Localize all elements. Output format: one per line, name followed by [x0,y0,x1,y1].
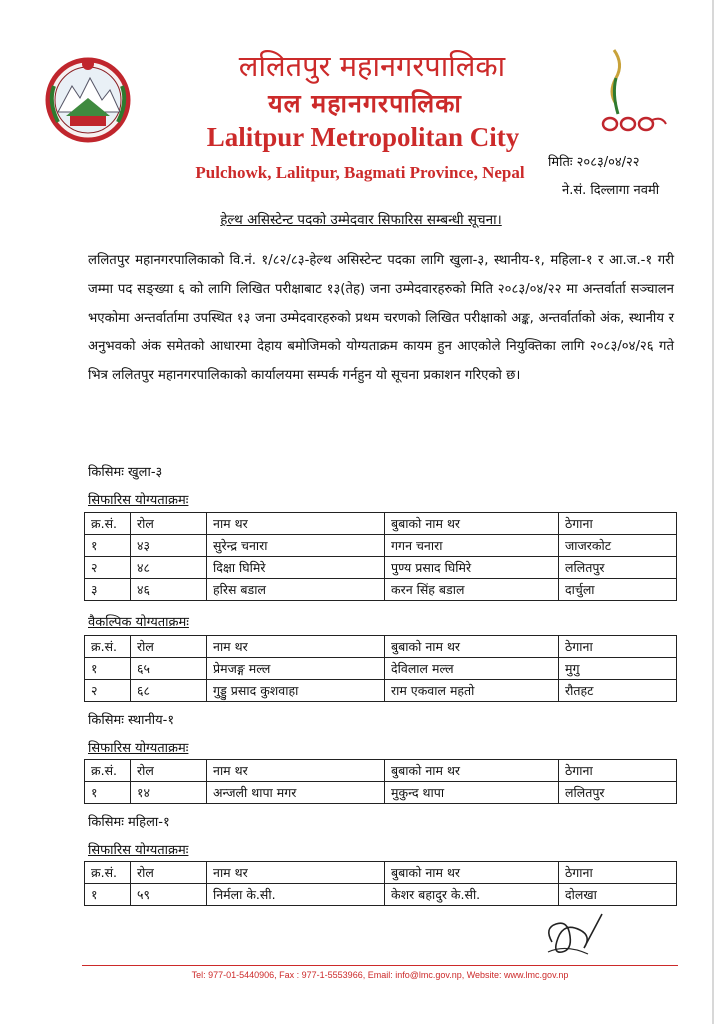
table-cell: करन सिंह बडाल [385,579,559,601]
table-cell: गगन चनारा [385,535,559,557]
table-header-row [85,760,677,782]
recommended-label-open: सिफारिस योग्यताक्रमः [88,493,189,508]
table-cell: ३ [85,579,131,601]
column-header: बुबाको नाम थर [385,636,559,658]
column-header: नाम थर [207,513,385,535]
table-row [85,557,677,579]
table-cell: ४६ [131,579,207,601]
column-header: ठेगाना [559,636,677,658]
org-name-english: Lalitpur Metropolitan City [206,122,520,152]
table-row [85,782,677,804]
nepal-government-emblem-icon [40,50,136,146]
org-name-newari: यल महानगरपालिका [268,89,462,118]
table-cell: दिक्षा घिमिरे [207,557,385,579]
column-header: नाम थर [207,760,385,782]
column-header: रोल [131,760,207,782]
column-header: क्र.सं. [85,862,131,884]
column-header: रोल [131,862,207,884]
column-header: ठेगाना [559,862,677,884]
nepal-sambat-date: ने.सं. दिल्लागा नवमी [562,183,660,198]
column-header: रोल [131,513,207,535]
table-cell: गुड्डु प्रसाद कुशवाहा [207,680,385,702]
table-cell: ५९ [131,884,207,906]
recommendation-table-open [84,512,677,601]
column-header: बुबाको नाम थर [385,862,559,884]
column-header: नाम थर [207,636,385,658]
recommendation-table-local [84,759,677,804]
column-header: ठेगाना [559,513,677,535]
org-address: Pulchowk, Lalitpur, Bagmati Province, Nepal [195,163,525,182]
table-cell: हरिस बडाल [207,579,385,601]
column-header: क्र.सं. [85,513,131,535]
column-header: नाम थर [207,862,385,884]
alternate-table-open [84,635,677,702]
footer-contact: Tel: 977-01-5440906, Fax : 977-1-5553966, Email: info@lmc.gov.np, Website: www.lmc.gov.np [191,970,569,980]
table-cell: राम एकवाल महतो [385,680,559,702]
table-cell: जाजरकोट [559,535,677,557]
org-name-nepali: ललितपुर महानगरपालिका [238,49,506,83]
notice-date: मितिः २०८३/०४/२२ [548,155,640,170]
column-header: क्र.सं. [85,760,131,782]
column-header: बुबाको नाम थर [385,513,559,535]
recommendation-table-women [84,861,677,906]
recommended-label-local: सिफारिस योग्यताक्रमः [88,741,189,756]
table-cell: १ [85,658,131,680]
metropolitan-logo-mark-icon [594,44,670,136]
table-row [85,884,677,906]
table-cell: मुकुन्द थापा [385,782,559,804]
table-cell: अन्जली थापा मगर [207,782,385,804]
table-cell: २ [85,680,131,702]
table-cell: ललितपुर [559,782,677,804]
table-cell: मुगु [559,658,677,680]
table-cell: दार्चुला [559,579,677,601]
table-cell: निर्मला के.सी. [207,884,385,906]
table-header-row [85,636,677,658]
table-cell: ४८ [131,557,207,579]
table-header-row [85,862,677,884]
table-row [85,680,677,702]
category-label-local: किसिमः स्थानीय-१ [88,713,175,728]
table-cell: १ [85,782,131,804]
column-header: क्र.सं. [85,636,131,658]
table-cell: प्रेमजङ्ग मल्ल [207,658,385,680]
table-cell: केशर बहादुर के.सी. [385,884,559,906]
category-label-open: किसिमः खुला-३ [88,465,163,480]
scan-edge [712,0,714,1024]
table-row [85,579,677,601]
notice-body: ललितपुर महानगरपालिकाको वि.नं. १/८२/८३-हेल्थ असिस्टेन्ट पदका लागि खुला-३, स्थानीय-१, महिला-१ र आ.ज.-१ गरी जम्मा पद सङ्ख्या ६ को लागि लिखित परीक्षाबाट १३(तेह) जना उम्मेदवारहरुको मिति २०८३/०४/२२ मा अन्तर्वार्ता सञ्चालन भएकोमा अन्तर्वार्तामा उपस्थित १३ जना उम्मेदवारहरुको प्रथम चरणको लिखित परीक्षाको अङ्क, अन्तर्वार्ताको अंक, स्थानीय र अनुभवको अंक समेतको आधारमा देहाय बमोजिमको योग्यताक्रम कायम हुन आएकोले नियुक्तिका लागि २०८३/०४/२६ गते भित्र ललितपुर महानगरपालिकाको कार्यालयमा सम्पर्क गर्नहुन यो सूचना प्रकाशन गरिएको छ। [88,253,674,384]
footer-divider [82,965,678,966]
category-label-women: किसिमः महिला-१ [88,815,170,830]
table-cell: २ [85,557,131,579]
table-header-row [85,513,677,535]
table-cell: १४ [131,782,207,804]
column-header: बुबाको नाम थर [385,760,559,782]
table-cell: ६८ [131,680,207,702]
table-cell: देविलाल मल्ल [385,658,559,680]
table-cell: सुरेन्द्र चनारा [207,535,385,557]
table-cell: १ [85,884,131,906]
notice-subject-text: हेल्थ असिस्टेन्ट पदको उम्मेदवार सिफारिस सम्बन्धी सूचना। [220,212,502,228]
table-row [85,658,677,680]
table-cell: ६५ [131,658,207,680]
notice-subject [146,210,576,228]
signature-icon [540,908,610,962]
table-cell: पुण्य प्रसाद घिमिरे [385,557,559,579]
table-cell: ललितपुर [559,557,677,579]
table-cell: रौतहट [559,680,677,702]
table-cell: १ [85,535,131,557]
column-header: ठेगाना [559,760,677,782]
table-cell: दोलखा [559,884,677,906]
column-header: रोल [131,636,207,658]
table-cell: ४३ [131,535,207,557]
table-row [85,535,677,557]
alternate-label-open: वैकल्पिक योग्यताक्रमः [88,615,189,630]
recommended-label-women: सिफारिस योग्यताक्रमः [88,843,189,858]
